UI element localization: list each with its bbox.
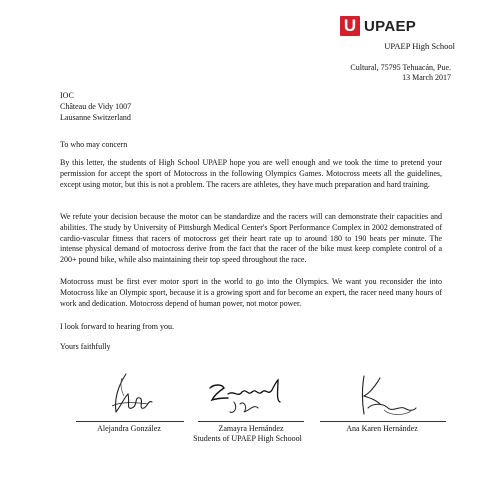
paragraph-3: Motocross must be first ever motor sport in the world to go into the Olympics. We want you reconsider the into Motocross like an Olympic sport, because it is a growing sport and for become an expert, the racer need many hours of work and dedication. Motocross depend of human power, not motor power.: [60, 277, 442, 308]
closing-line: I look forward to hearing from you.: [60, 322, 174, 331]
signature-1-drawing: [104, 368, 156, 420]
signatory-name: Zamayra Hernández: [218, 424, 284, 433]
signature-line-2: [198, 421, 304, 422]
location-date: [350, 63, 451, 83]
school-name: UPAEP High School: [384, 41, 455, 51]
signatory-name: Ana Karen Hernández: [346, 424, 418, 433]
location-line: Cultural, 75795 Tehuacán, Pue.: [350, 63, 451, 72]
upaep-logo: [340, 16, 416, 36]
logo-text: UPAEP: [364, 17, 417, 35]
signature-3-drawing: [350, 368, 422, 420]
signatory-name: Alejandra González: [97, 424, 161, 433]
students-line: Students of UPAEP High Schoool: [193, 434, 302, 443]
recipient-line-2: Château de Vidy 1007: [60, 102, 132, 111]
paragraph-1: By this letter, the students of High School UPAEP hope you are well enough and we took the time to pretend your permission for accept the sport of Motocross in the following Olympics Games. Motocross meets all the guidelines, except using motor, but this is not a problem. The racers are athletes, they have much preparation and hard training.: [60, 158, 442, 189]
logo-mark: U: [340, 16, 360, 36]
signature-2-drawing: [204, 368, 294, 420]
valediction: Yours faithfully: [60, 342, 111, 351]
letter-date: 13 March 2017: [402, 73, 451, 82]
paragraph-2: We refute your decision because the motor can be standardize and the racers will can demonstrate their capacities and abilities. The study by University of Pittsburgh Medical Center's Sport Performance Complex in 2002 demonstrated of cardio-vascular fitness that racers of motocross get their heart rate up to around 180 to 190 beats per minute. The intense physical demand of motocross derive from the fact that the racer of the bike must keep complete control of a 200+ pound bike, while also maintaining their top speed throughout the race.: [60, 212, 442, 265]
greeting: To who may concern: [60, 140, 128, 149]
recipient-line-1: IOC: [60, 91, 74, 100]
signature-line-3: [320, 421, 446, 422]
signature-line-1: [76, 421, 184, 422]
recipient-line-3: Lausanne Switzerland: [60, 113, 131, 122]
recipient-address: [60, 90, 131, 123]
